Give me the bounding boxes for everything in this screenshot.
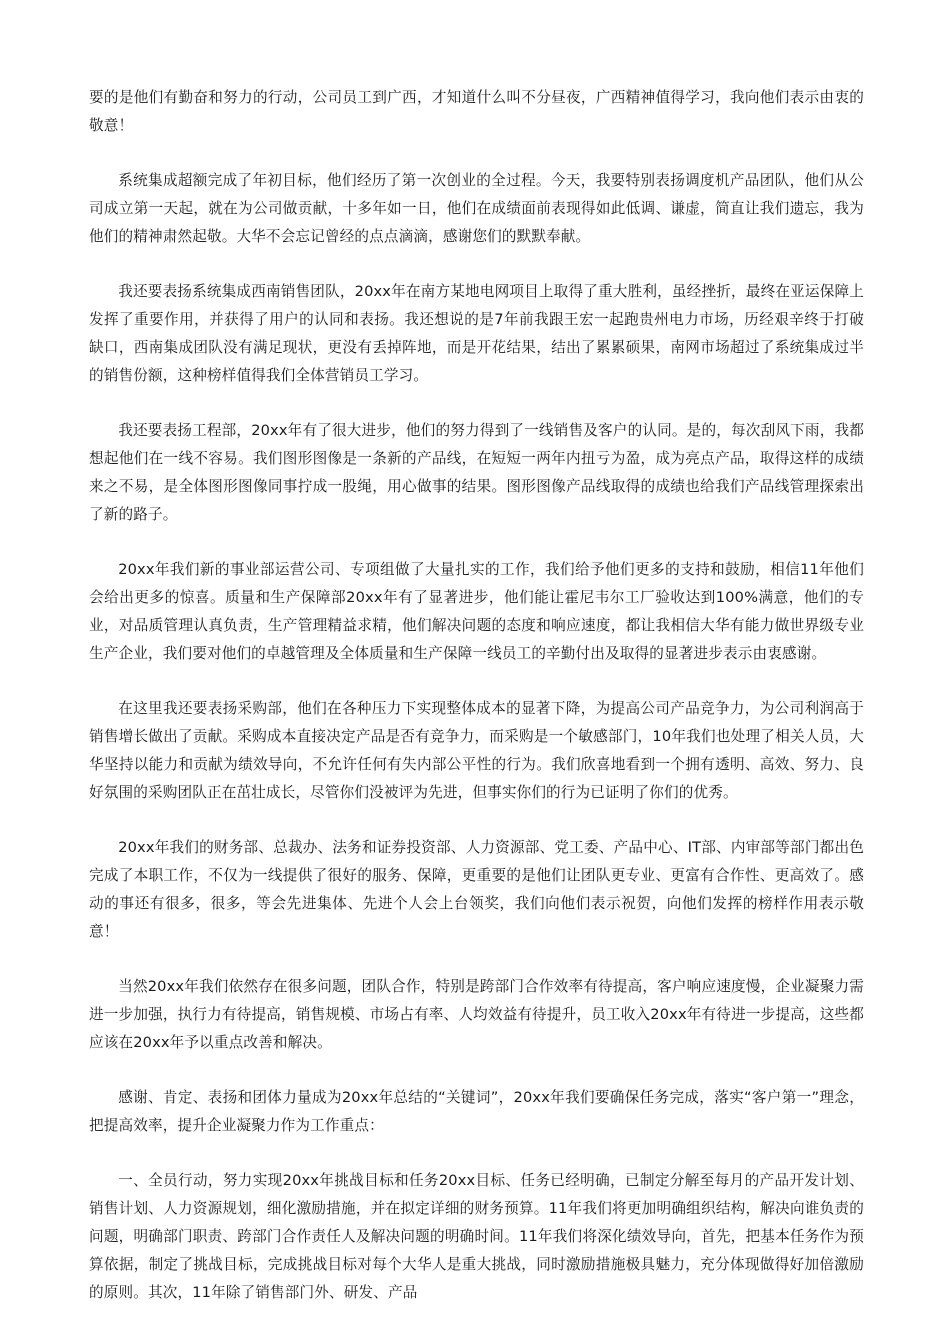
paragraph-1: 要的是他们有勤奋和努力的行动，公司员工到广西，才知道什么叫不分昼夜，广西精神值得学习，我向他们表示由衷的敬意！ — [89, 89, 864, 134]
paragraph-4: 我还要表扬工程部，20xx年有了很大进步，他们的努力得到了一线销售及客户的认同。是的，每次刮风下雨，我都想起他们在一线不容易。我们图形图像是一条新的产品线，在短短一两年内扭亏为盈，成为亮点产品，取得这样的成绩来之不易，是全体图形图像同事拧成一股绳，用心做事的结果。图形图像产品线取得的成绩也给我们产品线管理探索出了新的路子。 — [89, 422, 864, 523]
paragraph-6: 在这里我还要表扬采购部，他们在各种压力下实现整体成本的显著下降，为提高公司产品竞争力，为公司利润高于销售增长做出了贡献。采购成本直接决定产品是否有竞争力，而采购是一个敏感部门，10年我们也处理了相关人员，大华坚持以能力和贡献为绩效导向，不允许任何有失内部公平性的行为。我们欣喜地看到一个拥有透明、高效、努力、良好氛围的采购团队正在茁壮成长，尽管你们没被评为先进，但事实你们的行为已证明了你们的优秀。 — [89, 700, 864, 801]
paragraph-9: 感谢、肯定、表扬和团体力量成为20xx年总结的“关键词”，20xx年我们要确保任务完成，落实“客户第一”理念，把提高效率，提升企业凝聚力作为工作重点： — [89, 1089, 864, 1134]
paragraph-2: 系统集成超额完成了年初目标，他们经历了第一次创业的全过程。今天，我要特别表扬调度机产品团队，他们从公司成立第一天起，就在为公司做贡献，十多年如一日，他们在成绩面前表现得如此低调、谦虚，简直让我们遗忘，我为他们的精神肃然起敬。大华不会忘记曾经的点点滴滴，感谢您们的默默奉献。 — [89, 172, 864, 245]
document-page — [89, 84, 864, 1334]
paragraph-3: 我还要表扬系统集成西南销售团队，20xx年在南方某地电网项目上取得了重大胜利，虽经挫折，最终在亚运保障上发挥了重要作用，并获得了用户的认同和表扬。我还想说的是7年前我跟王宏一起跑贵州电力市场，历经艰辛终于打破缺口，西南集成团队没有满足现状，更没有丢掉阵地，而是开花结果，结出了累累硕果，南网市场超过了系统集成过半的销售份额，这种榜样值得我们全体营销员工学习。 — [89, 283, 864, 384]
paragraph-5: 20xx年我们新的事业部运营公司、专项组做了大量扎实的工作，我们给予他们更多的支持和鼓励，相信11年他们会给出更多的惊喜。质量和生产保障部20xx年有了显著进步，他们能让霍尼韦尔工厂验收达到100%满意，他们的专业，对品质管理认真负责，生产管理精益求精，他们解决问题的态度和响应速度，都让我相信大华有能力做世界级专业生产企业，我们要对他们的卓越管理及全体质量和生产保障一线员工的辛勤付出及取得的显著进步表示由衷感谢。 — [89, 561, 864, 662]
paragraph-10: 一、全员行动，努力实现20xx年挑战目标和任务20xx目标、任务已经明确，已制定分解至每月的产品开发计划、销售计划、人力资源规划，细化激励措施，并在拟定详细的财务预算。11年我们将更加明确组织结构，解决向谁负责的问题，明确部门职责、跨部门合作责任人及解决问题的明确时间。11年我们将深化绩效导向，首先，把基本任务作为预算依据，制定了挑战目标，完成挑战目标对每个大华人是重大挑战，同时激励措施极具魅力，充分体现做得好加倍激励的原则。其次，11年除了销售部门外、研发、产品 — [89, 1172, 864, 1301]
paragraph-7: 20xx年我们的财务部、总裁办、法务和证券投资部、人力资源部、党工委、产品中心、IT部、内审部等部门都出色完成了本职工作，不仅为一线提供了很好的服务、保障，更重要的是他们让团队更专业、更富有合作性、更高效了。感动的事还有很多，很多，等会先进集体、先进个人会上台领奖，我们向他们表示祝贺，向他们发挥的榜样作用表示敬意！ — [89, 839, 864, 940]
paragraph-8: 当然20xx年我们依然存在很多问题，团队合作，特别是跨部门合作效率有待提高，客户响应速度慢，企业凝聚力需进一步加强，执行力有待提高，销售规模、市场占有率、人均效益有待提升，员工收入20xx年有待进一步提高，这些都应该在20xx年予以重点改善和解决。 — [89, 978, 864, 1051]
